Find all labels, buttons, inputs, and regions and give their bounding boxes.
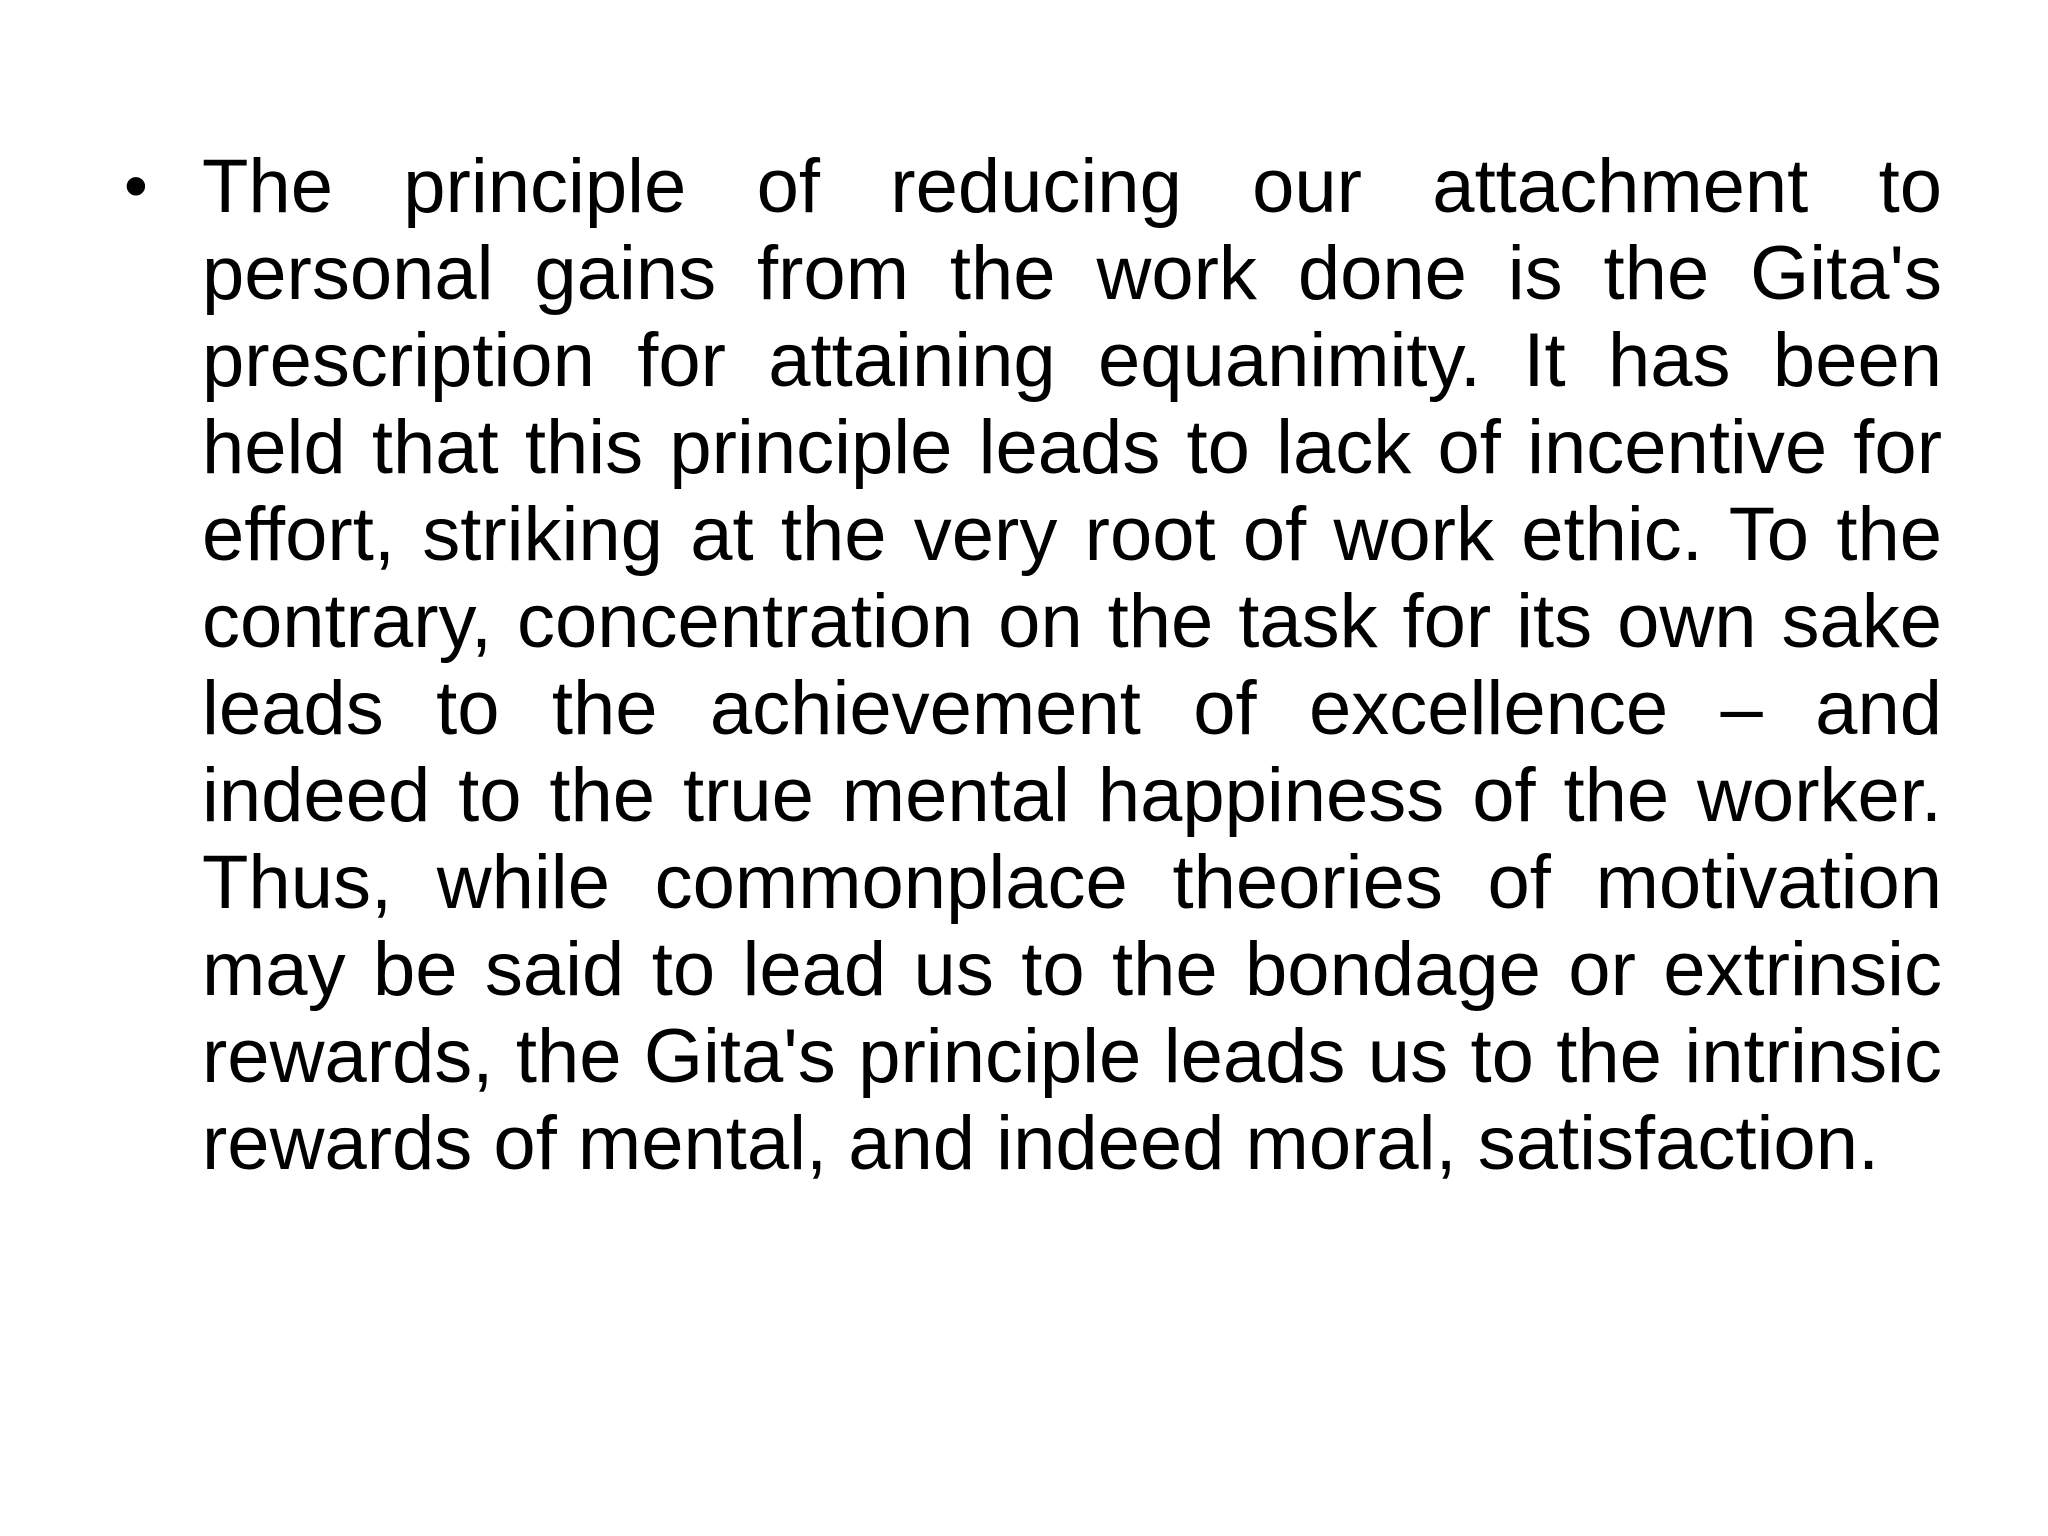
bullet-dot-icon: • bbox=[124, 148, 148, 224]
bullet-list bbox=[118, 143, 1942, 1187]
bullet-item bbox=[118, 143, 1942, 1187]
bullet-text: The principle of reducing our attachment to personal gains from the work done is the Gita's prescription for attaining equanimity. It has been held that this principle leads to lack of incentive for effort, striking at the very root of work ethic. To the contrary, concentration on the task for its own sake leads to the achievement of excellence – and indeed to the true mental happiness of the worker. Thus, while commonplace theories of motivation may be said to lead us to the bondage or extrinsic rewards, the Gita's principle leads us to the intrinsic rewards of mental, and indeed moral, satisfaction. bbox=[202, 144, 1942, 1186]
